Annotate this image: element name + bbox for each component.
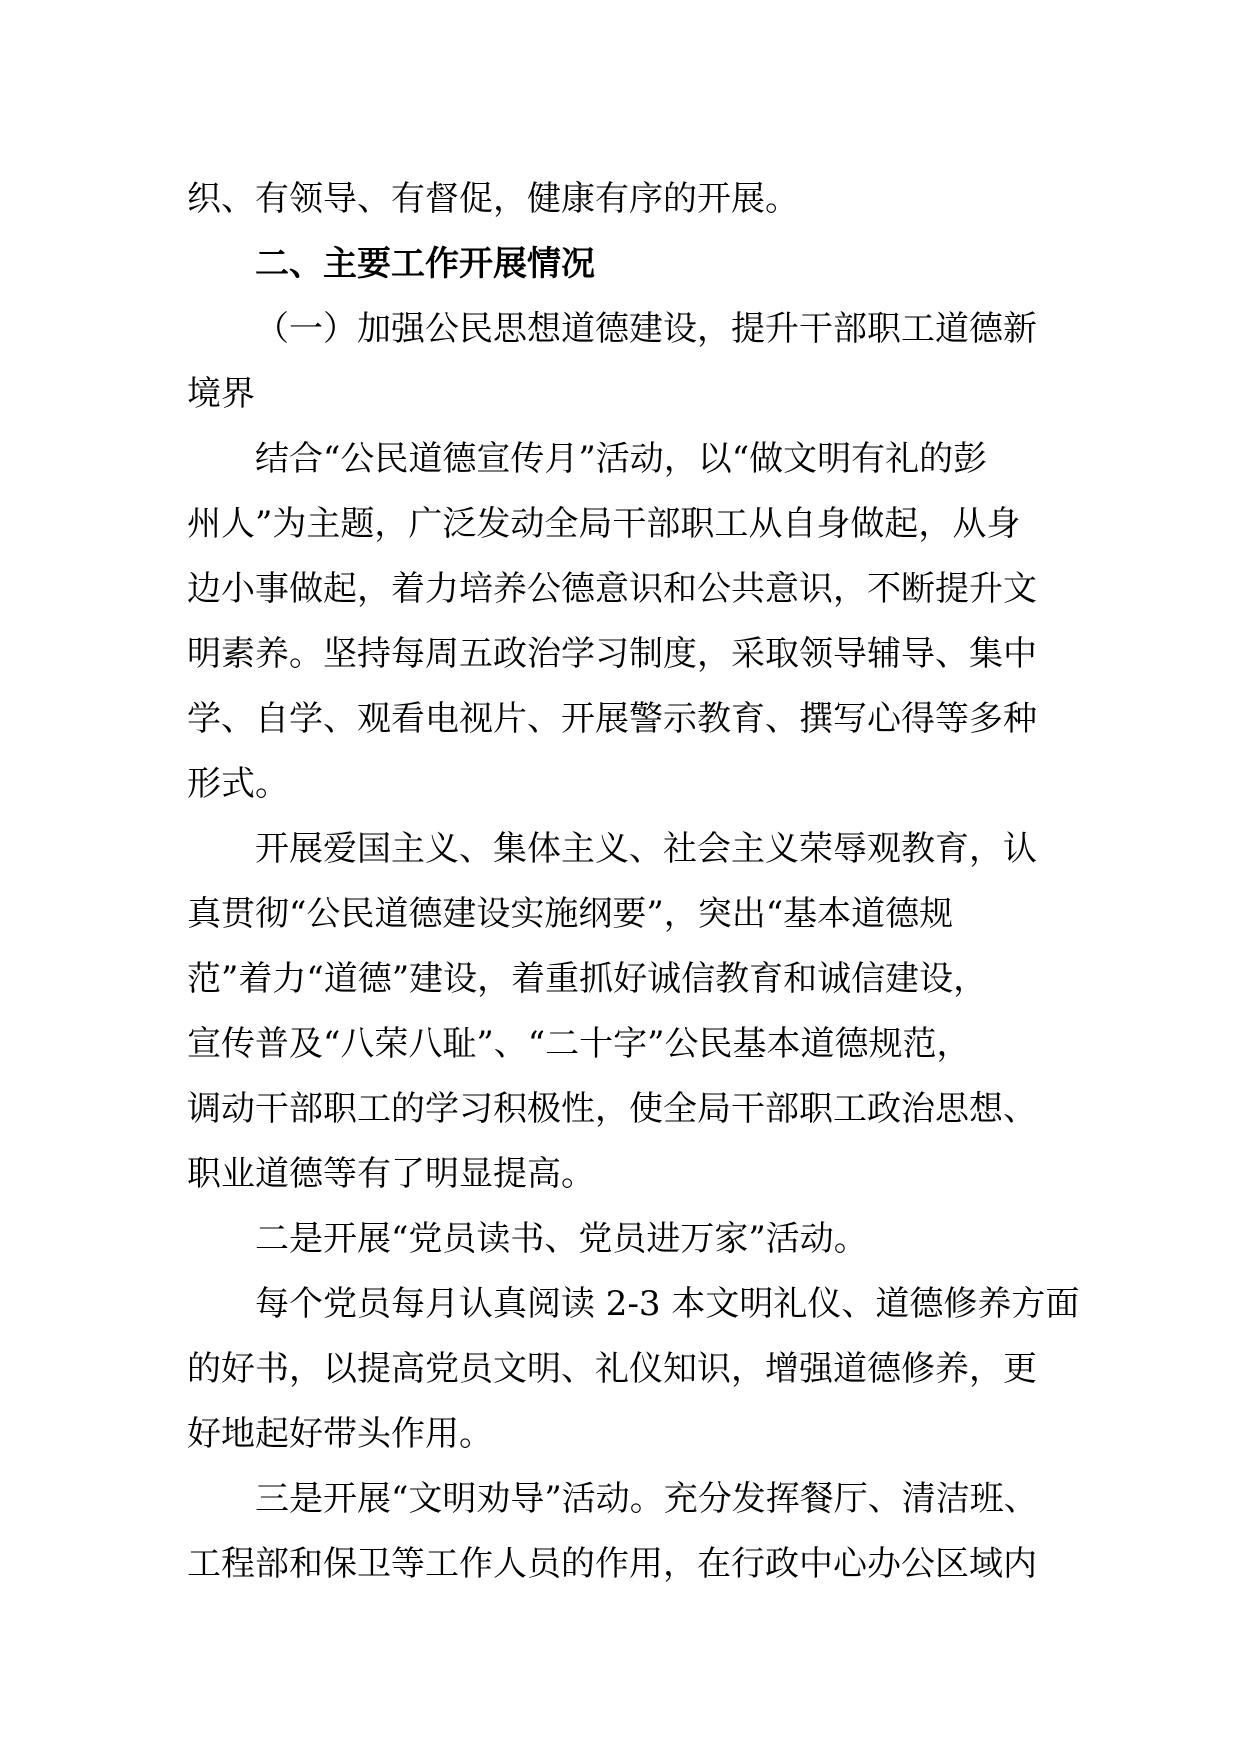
text-line: 好地起好带头作用。 bbox=[187, 1414, 493, 1454]
section-heading: 二、主要工作开展情况 bbox=[255, 244, 595, 284]
text-line: 学、自学、观看电视片、开展警示教育、撰写心得等多种 bbox=[187, 699, 1037, 739]
text-line: 工程部和保卫等工作人员的作用，在行政中心办公区域内 bbox=[187, 1544, 1037, 1584]
text-line: 职业道德等有了明显提高。 bbox=[187, 1154, 595, 1194]
text-line: 每个党员每月认真阅读 2-3 本文明礼仪、道德修养方面 bbox=[255, 1284, 1080, 1324]
text-line: 三是开展“文明劝导”活动。充分发挥餐厅、清洁班、 bbox=[255, 1479, 1038, 1519]
text-line: 明素养。坚持每周五政治学习制度，采取领导辅导、集中 bbox=[187, 634, 1037, 674]
text-line: 调动干部职工的学习积极性，使全局干部职工政治思想、 bbox=[187, 1089, 1037, 1129]
text-line: 宣传普及“八荣八耻”、“二十字”公民基本道德规范， bbox=[187, 1024, 971, 1064]
text-line: 开展爱国主义、集体主义、社会主义荣辱观教育，认 bbox=[255, 829, 1037, 869]
text-line: 结合“公民道德宣传月”活动，以“做文明有礼的彭 bbox=[255, 439, 988, 479]
text-line: 织、有领导、有督促，健康有序的开展。 bbox=[187, 179, 799, 219]
text-line: 边小事做起，着力培养公德意识和公共意识，不断提升文 bbox=[187, 569, 1037, 609]
text-line: 的好书，以提高党员文明、礼仪知识，增强道德修养，更 bbox=[187, 1349, 1037, 1389]
text-line: 州人”为主题，广泛发动全局干部职工从自身做起，从身 bbox=[187, 504, 1021, 544]
text-line: 真贯彻“公民道德建设实施纲要”，突出“基本道德规 bbox=[187, 894, 954, 934]
text-line: 范”着力“道德”建设，着重抓好诚信教育和诚信建设， bbox=[187, 959, 988, 999]
text-line: 二是开展“党员读书、党员进万家”活动。 bbox=[255, 1219, 868, 1259]
text-line: 形式。 bbox=[187, 764, 289, 804]
document-body bbox=[187, 167, 1080, 1597]
subsection-heading-cont: 境界 bbox=[187, 374, 255, 414]
subsection-heading: （一）加强公民思想道德建设，提升干部职工道德新 bbox=[255, 309, 1037, 349]
